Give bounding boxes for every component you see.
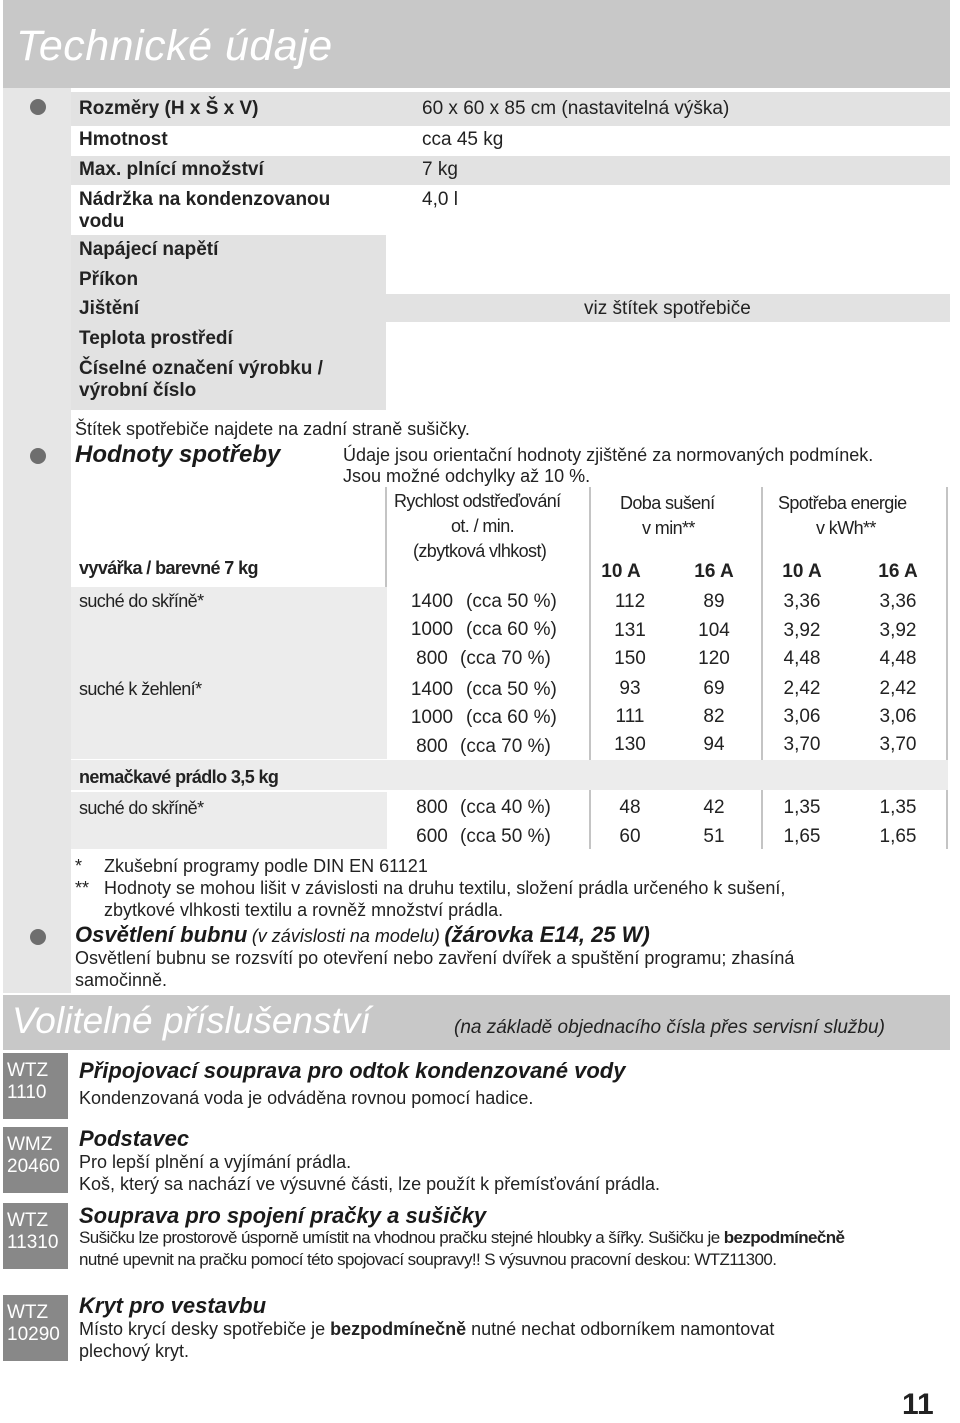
col-header-energy: v kWh** [816, 518, 876, 538]
text-span: nutné nechat odborníkem namontovat [466, 1319, 775, 1339]
col-header-energy: Spotřeba energie [778, 493, 907, 513]
time-16a: 82 [703, 706, 725, 727]
accessory-text: plechový kryt. [79, 1341, 190, 1361]
rpm: 800 [416, 736, 448, 757]
energy-10a: 3,92 [783, 620, 821, 641]
spec-label: Jištění [79, 298, 140, 319]
table-divider [946, 487, 948, 849]
accessories-title: Volitelné příslušenství [12, 1000, 371, 1041]
code-box [3, 1127, 68, 1193]
bullet-icon [30, 929, 46, 945]
amp-header: 16 A [694, 561, 734, 582]
bullet-icon [30, 99, 46, 115]
spec-label: Max. plnící množství [79, 159, 264, 180]
code-number: 1110 [7, 1082, 47, 1103]
group-label: nemačkavé prádlo 3,5 kg [79, 767, 279, 787]
col-header-speed: Rychlost odstřeďování [394, 491, 561, 511]
time-10a: 130 [614, 734, 646, 755]
lighting-title: Osvětlení bubnu [75, 922, 248, 947]
code-prefix: WTZ [7, 1302, 49, 1323]
spec-label: Hmotnost [79, 129, 168, 150]
table-divider [761, 487, 763, 849]
time-16a: 89 [703, 591, 725, 612]
energy-16a: 4,48 [879, 648, 917, 669]
rpm: 1400 [410, 591, 454, 612]
code-box [3, 1203, 68, 1269]
spec-value: 60 x 60 x 85 cm (nastavitelná výška) [422, 98, 730, 119]
energy-10a: 1,65 [783, 826, 821, 847]
col-header-speed: ot. / min. [451, 516, 515, 536]
energy-10a: 3,36 [783, 591, 821, 612]
rpm: 1000 [410, 707, 454, 728]
spec-label: Rozměry (H x Š x V) [79, 98, 259, 119]
row-label: suché k žehlení* [79, 679, 202, 699]
lighting-text: samočinně. [75, 970, 168, 990]
code-number: 11310 [7, 1232, 59, 1253]
accessory-title: Kryt pro vestavbu [79, 1293, 267, 1318]
accessory-title: Podstavec [79, 1126, 190, 1151]
code-box [3, 1053, 68, 1119]
row-label: suché do skříně* [79, 798, 204, 818]
group-label: vyvářka / barevné 7 kg [79, 558, 258, 578]
time-10a: 111 [615, 706, 645, 727]
accessories-subtitle: (na základě objednacího čísla přes servisní službu) [454, 1017, 885, 1038]
rpm: 800 [416, 648, 448, 669]
energy-16a: 2,42 [879, 678, 917, 699]
text-span: Místo krycí desky spotřebiče je [79, 1319, 331, 1339]
spec-value: 7 kg [422, 159, 458, 180]
time-10a: 131 [614, 620, 646, 641]
time-16a: 51 [703, 826, 725, 847]
accessory-text: Pro lepší plnění a vyjímání prádla. [79, 1152, 352, 1172]
spec-value: 4,0 l [422, 189, 458, 210]
energy-10a: 4,48 [783, 648, 821, 669]
col-header-time: Doba sušení [620, 493, 715, 513]
lighting-note: (v závislosti na modelu) [251, 926, 440, 946]
accessory-title: Souprava pro spojení pračky a sušičky [79, 1203, 487, 1228]
col-header-time: v min** [642, 518, 695, 538]
moisture: (cca 70 %) [460, 648, 551, 669]
rpm: 1000 [410, 619, 454, 640]
energy-10a: 3,06 [783, 706, 821, 727]
energy-16a: 3,36 [879, 591, 917, 612]
code-number: 20460 [7, 1156, 60, 1177]
time-10a: 112 [614, 591, 646, 612]
energy-16a: 3,92 [879, 620, 917, 641]
spec-label: Nádržka na kondenzovanou [79, 189, 331, 210]
amp-header: 16 A [878, 561, 918, 582]
moisture: (cca 60 %) [466, 619, 557, 640]
lighting-title-line [75, 922, 650, 948]
spec-label: Napájecí napětí [79, 239, 219, 260]
time-16a: 69 [703, 678, 725, 699]
text-bold: bezpodmínečně [330, 1319, 467, 1339]
rpm: 600 [416, 826, 448, 847]
page-number: 11 [902, 1388, 934, 1421]
time-16a: 42 [703, 797, 725, 818]
consumption-intro: Jsou možné odchylky až 10 %. [343, 466, 591, 486]
accessory-text: Kondenzovaná voda je odváděna rovnou pomocí hadice. [79, 1088, 534, 1108]
table-shade [71, 587, 387, 759]
accessory-text: nutné upevnit na pračku pomocí této spojovací soupravy!! S výsuvnou pracovní deskou: WTZ11300. [79, 1250, 777, 1269]
code-number: 10290 [7, 1324, 60, 1345]
moisture: (cca 50 %) [466, 679, 557, 700]
energy-16a: 3,06 [879, 706, 917, 727]
consumption-intro: Údaje jsou orientační hodnoty zjištěné za normovaných podmínek. [343, 445, 874, 465]
footnote-mark: ** [75, 878, 90, 898]
spec-label: Číselné označení výrobku / [79, 358, 323, 379]
footnote: Hodnoty se mohou lišit v závislosti na druhu textilu, složení prádla určeného k sušení, [104, 878, 786, 898]
time-10a: 60 [619, 826, 641, 847]
spec-value: viz štítek spotřebiče [584, 298, 751, 319]
energy-16a: 1,35 [879, 797, 917, 818]
spec-label: Příkon [79, 269, 139, 290]
accessory-text [79, 1318, 774, 1340]
accessory-title: Připojovací souprava pro odtok kondenzované vody [79, 1058, 626, 1083]
code-prefix: WTZ [7, 1060, 49, 1081]
time-10a: 48 [619, 797, 641, 818]
moisture: (cca 50 %) [466, 591, 557, 612]
amp-header: 10 A [782, 561, 822, 582]
spec-value: cca 45 kg [422, 129, 504, 150]
accessory-text [79, 1227, 844, 1249]
rpm: 800 [416, 797, 448, 818]
code-box [3, 1295, 68, 1361]
plate-note: Štítek spotřebiče najdete na zadní straně sušičky. [75, 419, 470, 439]
energy-10a: 1,35 [783, 797, 821, 818]
moisture: (cca 50 %) [460, 826, 551, 847]
lighting-text: Osvětlení bubnu se rozsvítí po otevření nebo zavření dvířek a spuštění programu; zhasíná [75, 948, 795, 968]
time-10a: 150 [614, 648, 646, 669]
energy-10a: 2,42 [783, 678, 821, 699]
moisture: (cca 60 %) [466, 707, 557, 728]
bullet-icon [30, 448, 46, 464]
accessory-text: Koš, který sa nachází ve výsuvné části, lze použít k přemísťování prádla. [79, 1174, 661, 1194]
table-divider [385, 487, 387, 587]
code-prefix: WMZ [7, 1134, 53, 1155]
rpm: 1400 [410, 679, 454, 700]
row-label: suché do skříně* [79, 591, 204, 611]
moisture: (cca 70 %) [460, 736, 551, 757]
footnote: Zkušební programy podle DIN EN 61121 [104, 856, 428, 876]
time-16a: 120 [698, 648, 730, 669]
text-span: Sušičku lze prostorově úsporně umístit na vhodnou pračku stejné hloubky a šířky. Sušičku je [79, 1228, 724, 1247]
text-bold: bezpodmínečně [723, 1228, 845, 1247]
lighting-bulb: (žárovka E14, 25 W) [444, 922, 650, 947]
table-divider [589, 487, 591, 849]
time-16a: 104 [698, 620, 730, 641]
energy-10a: 3,70 [783, 734, 821, 755]
energy-16a: 3,70 [879, 734, 917, 755]
footnote: zbytkové vlhkosti textilu a rovněž množství prádla. [104, 900, 504, 920]
spec-label: vodu [79, 211, 125, 232]
code-prefix: WTZ [7, 1210, 49, 1231]
page-title: Technické údaje [16, 22, 333, 70]
col-header-speed: (zbytková vlhkost) [413, 541, 547, 561]
spec-label: Teplota prostředí [79, 328, 233, 349]
consumption-title: Hodnoty spotřeby [75, 441, 281, 468]
footnote-mark: * [75, 856, 83, 876]
time-16a: 94 [703, 734, 725, 755]
energy-16a: 1,65 [879, 826, 917, 847]
amp-header: 10 A [601, 561, 641, 582]
time-10a: 93 [619, 678, 641, 699]
spec-label: výrobní číslo [79, 380, 197, 401]
left-strip [3, 88, 71, 993]
moisture: (cca 40 %) [460, 797, 551, 818]
